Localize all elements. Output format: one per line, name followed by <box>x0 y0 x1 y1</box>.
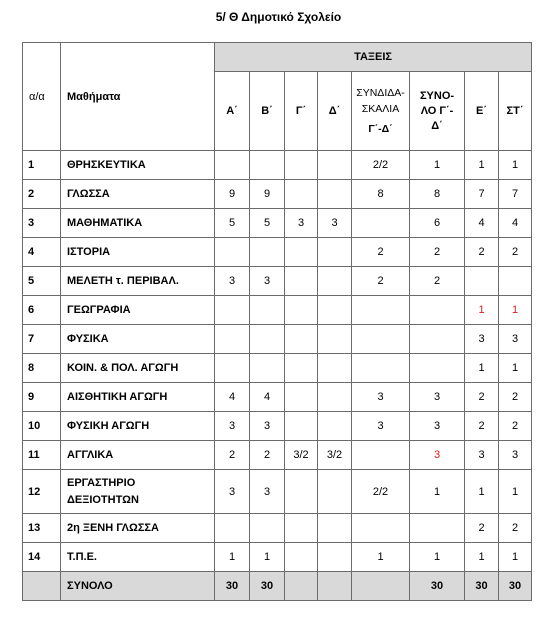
cell-g <box>285 543 318 572</box>
total-row <box>23 572 532 601</box>
cell-st: 2 <box>499 514 532 543</box>
cell-g <box>285 354 318 383</box>
cell-d <box>318 470 352 514</box>
header-class-b: Β΄ <box>250 72 285 151</box>
header-class-e: Ε΄ <box>465 72 499 151</box>
cell-synolo: 2 <box>410 267 465 296</box>
total-b: 30 <box>250 572 285 601</box>
cell-b: 3 <box>250 267 285 296</box>
cell-a: 3 <box>215 412 250 441</box>
cell-d <box>318 325 352 354</box>
cell-a: 4 <box>215 383 250 412</box>
row-number: 7 <box>23 325 61 354</box>
cell-syndidaskalia: 3 <box>352 383 410 412</box>
cell-st: 4 <box>499 209 532 238</box>
cell-a <box>215 325 250 354</box>
cell-syndidaskalia: 2 <box>352 238 410 267</box>
cell-syndidaskalia: 1 <box>352 543 410 572</box>
cell-synolo: 1 <box>410 151 465 180</box>
row-subject-line1: ΕΡΓΑΣΤΗΡΙΟ <box>67 476 136 489</box>
cell-d <box>318 383 352 412</box>
row-number: 14 <box>23 543 61 572</box>
row-subject: ΓΕΩΓΡΑΦΙΑ <box>61 296 215 325</box>
cell-e <box>465 267 499 296</box>
table-row <box>23 325 532 354</box>
header-class-g: Γ΄ <box>285 72 318 151</box>
cell-st: 1 <box>499 470 532 514</box>
row-subject: ΜΑΘΗΜΑΤΙΚΑ <box>61 209 215 238</box>
cell-st: 2 <box>499 383 532 412</box>
cell-a: 3 <box>215 470 250 514</box>
table-row <box>23 441 532 470</box>
cell-d <box>318 543 352 572</box>
row-number: 12 <box>23 470 61 514</box>
total-a: 30 <box>215 572 250 601</box>
header-class-d: Δ΄ <box>318 72 352 151</box>
cell-b <box>250 238 285 267</box>
cell-st: 1 <box>499 151 532 180</box>
cell-g <box>285 325 318 354</box>
header-synolo-line2: ΛΟ Γ΄- <box>420 104 454 117</box>
cell-synolo <box>410 325 465 354</box>
cell-e: 7 <box>465 180 499 209</box>
row-subject: ΘΡΗΣΚΕΥΤΙΚΑ <box>61 151 215 180</box>
row-subject: ΦΥΣΙΚΗ ΑΓΩΓΗ <box>61 412 215 441</box>
cell-a: 3 <box>215 267 250 296</box>
table-row <box>23 514 532 543</box>
cell-synolo: 1 <box>410 543 465 572</box>
header-synolo-line1: ΣΥΝΟ- <box>419 89 455 102</box>
cell-e: 1 <box>465 354 499 383</box>
row-subject: ΚΟΙΝ. & ΠΟΛ. ΑΓΩΓΗ <box>61 354 215 383</box>
table-row <box>23 296 532 325</box>
cell-a <box>215 354 250 383</box>
cell-d: 3/2 <box>318 441 352 470</box>
total-syndidaskalia <box>352 572 410 601</box>
cell-a <box>215 296 250 325</box>
cell-d <box>318 238 352 267</box>
row-number: 8 <box>23 354 61 383</box>
cell-b: 3 <box>250 412 285 441</box>
cell-e: 1 <box>465 151 499 180</box>
cell-d <box>318 354 352 383</box>
total-synolo: 30 <box>410 572 465 601</box>
cell-synolo <box>410 354 465 383</box>
table-row <box>23 543 532 572</box>
total-label: ΣΥΝΟΛΟ <box>61 572 215 601</box>
cell-e: 4 <box>465 209 499 238</box>
row-number: 6 <box>23 296 61 325</box>
total-e: 30 <box>465 572 499 601</box>
cell-e: 2 <box>465 514 499 543</box>
cell-a: 9 <box>215 180 250 209</box>
cell-b: 3 <box>250 470 285 514</box>
cell-a <box>215 151 250 180</box>
cell-e: 2 <box>465 238 499 267</box>
cell-g <box>285 151 318 180</box>
cell-g <box>285 412 318 441</box>
cell-e: 3 <box>465 441 499 470</box>
document-title: 5/ Θ Δημοτικό Σχολείο <box>215 10 342 24</box>
header-syndidaskalia-line1: ΣΥΝΔΙΔΑ- <box>356 87 405 99</box>
cell-syndidaskalia <box>352 354 410 383</box>
cell-synolo: 3 <box>410 412 465 441</box>
row-number: 2 <box>23 180 61 209</box>
cell-syndidaskalia: 8 <box>352 180 410 209</box>
cell-b: 1 <box>250 543 285 572</box>
cell-e: 2 <box>465 383 499 412</box>
row-number: 9 <box>23 383 61 412</box>
cell-e: 1 <box>465 543 499 572</box>
row-number: 4 <box>23 238 61 267</box>
cell-synolo: 6 <box>410 209 465 238</box>
row-number: 10 <box>23 412 61 441</box>
total-number-cell <box>23 572 61 601</box>
cell-a: 5 <box>215 209 250 238</box>
cell-d: 3 <box>318 209 352 238</box>
cell-syndidaskalia <box>352 441 410 470</box>
row-number: 11 <box>23 441 61 470</box>
table-row <box>23 267 532 296</box>
row-subject: ΦΥΣΙΚΑ <box>61 325 215 354</box>
cell-g <box>285 238 318 267</box>
header-taxeis: ΤΑΞΕΙΣ <box>215 43 532 72</box>
header-synolo <box>410 72 465 151</box>
cell-e: 2 <box>465 412 499 441</box>
cell-syndidaskalia: 2/2 <box>352 470 410 514</box>
cell-st: 3 <box>499 441 532 470</box>
cell-a: 2 <box>215 441 250 470</box>
cell-syndidaskalia <box>352 296 410 325</box>
total-st: 30 <box>499 572 532 601</box>
cell-a: 1 <box>215 543 250 572</box>
table-row <box>23 238 532 267</box>
row-subject <box>61 470 215 514</box>
header-class-a: Α΄ <box>215 72 250 151</box>
total-d <box>318 572 352 601</box>
cell-st: 7 <box>499 180 532 209</box>
cell-synolo <box>410 296 465 325</box>
subjects-hours-table <box>22 42 532 601</box>
row-subject: ΓΛΩΣΣΑ <box>61 180 215 209</box>
row-number: 13 <box>23 514 61 543</box>
row-subject: 2η ΞΕΝΗ ΓΛΩΣΣΑ <box>61 514 215 543</box>
cell-b <box>250 151 285 180</box>
row-number: 5 <box>23 267 61 296</box>
table-row <box>23 383 532 412</box>
cell-e: 1 <box>465 296 499 325</box>
cell-synolo <box>410 514 465 543</box>
cell-st: 3 <box>499 325 532 354</box>
table-row <box>23 470 532 514</box>
header-class-st: ΣΤ΄ <box>499 72 532 151</box>
cell-d <box>318 180 352 209</box>
cell-d <box>318 412 352 441</box>
table-row <box>23 354 532 383</box>
row-subject-line2: ΔΕΞΙΟΤΗΤΩΝ <box>67 493 139 506</box>
row-subject: ΙΣΤΟΡΙΑ <box>61 238 215 267</box>
cell-st: 1 <box>499 543 532 572</box>
cell-syndidaskalia: 2/2 <box>352 151 410 180</box>
cell-d <box>318 267 352 296</box>
cell-st: 2 <box>499 412 532 441</box>
header-aa: α/α <box>23 43 61 151</box>
row-subject: Τ.Π.Ε. <box>61 543 215 572</box>
header-syndidaskalia-line2: ΣΚΑΛΙΑ <box>361 103 400 115</box>
cell-b <box>250 354 285 383</box>
table-row <box>23 180 532 209</box>
header-synolo-line3: Δ΄ <box>431 119 443 132</box>
cell-syndidaskalia: 3 <box>352 412 410 441</box>
cell-synolo: 1 <box>410 470 465 514</box>
cell-syndidaskalia <box>352 325 410 354</box>
cell-syndidaskalia <box>352 514 410 543</box>
cell-b <box>250 514 285 543</box>
cell-b: 5 <box>250 209 285 238</box>
cell-e: 1 <box>465 470 499 514</box>
cell-st: 1 <box>499 354 532 383</box>
cell-g <box>285 267 318 296</box>
cell-b: 4 <box>250 383 285 412</box>
cell-b <box>250 325 285 354</box>
cell-syndidaskalia: 2 <box>352 267 410 296</box>
cell-synolo: 3 <box>410 441 465 470</box>
cell-a <box>215 238 250 267</box>
cell-g <box>285 296 318 325</box>
cell-st <box>499 267 532 296</box>
cell-st: 2 <box>499 238 532 267</box>
header-subjects: Μαθήματα <box>61 43 215 151</box>
row-number: 3 <box>23 209 61 238</box>
cell-d <box>318 296 352 325</box>
table-row <box>23 151 532 180</box>
table-row <box>23 209 532 238</box>
cell-g <box>285 180 318 209</box>
cell-synolo: 8 <box>410 180 465 209</box>
cell-a <box>215 514 250 543</box>
header-syndidaskalia <box>352 72 410 151</box>
cell-b: 9 <box>250 180 285 209</box>
row-subject: ΑΓΓΛΙΚΑ <box>61 441 215 470</box>
cell-synolo: 2 <box>410 238 465 267</box>
total-g <box>285 572 318 601</box>
cell-d <box>318 151 352 180</box>
cell-g <box>285 470 318 514</box>
cell-g: 3/2 <box>285 441 318 470</box>
cell-st: 1 <box>499 296 532 325</box>
cell-syndidaskalia <box>352 209 410 238</box>
cell-b: 2 <box>250 441 285 470</box>
table-row <box>23 412 532 441</box>
row-subject: ΑΙΣΘΗΤΙΚΗ ΑΓΩΓΗ <box>61 383 215 412</box>
cell-synolo: 3 <box>410 383 465 412</box>
cell-d <box>318 514 352 543</box>
cell-b <box>250 296 285 325</box>
row-number: 1 <box>23 151 61 180</box>
cell-e: 3 <box>465 325 499 354</box>
row-subject: ΜΕΛΕΤΗ τ. ΠΕΡΙΒΑΛ. <box>61 267 215 296</box>
cell-g: 3 <box>285 209 318 238</box>
cell-g <box>285 514 318 543</box>
header-syndidaskalia-line3: Γ΄-Δ΄ <box>368 123 393 135</box>
cell-g <box>285 383 318 412</box>
